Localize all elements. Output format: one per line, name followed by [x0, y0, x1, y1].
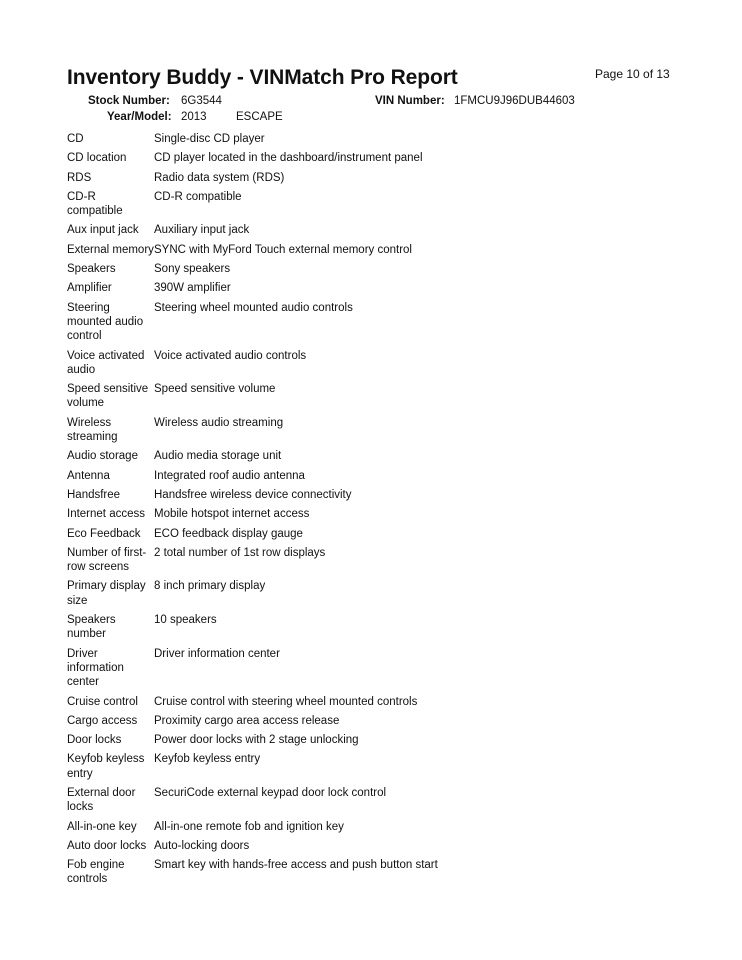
- stock-number-value: 6G3544: [181, 95, 222, 107]
- spec-row: [67, 820, 627, 834]
- spec-row: [67, 714, 627, 728]
- spec-label: Number of first-row screens: [67, 546, 147, 574]
- spec-label: Wireless streaming: [67, 416, 118, 444]
- spec-value: Voice activated audio controls: [154, 349, 307, 362]
- spec-label: Steering mounted audio control: [67, 301, 144, 343]
- spec-row: [67, 223, 627, 237]
- spec-label: Audio storage: [67, 450, 138, 463]
- spec-row: [67, 449, 627, 463]
- spec-value: Power door locks with 2 stage unlocking: [154, 734, 359, 747]
- spec-row: [67, 349, 627, 378]
- spec-row: [67, 488, 627, 502]
- spec-row: [67, 579, 627, 608]
- spec-label: Speed sensitive volume: [67, 383, 149, 410]
- spec-value: Audio media storage unit: [154, 450, 282, 463]
- spec-label: RDS: [67, 171, 92, 184]
- spec-value: All-in-one remote fob and ignition key: [154, 820, 344, 833]
- spec-row: [67, 695, 627, 709]
- spec-value: 8 inch primary display: [154, 580, 266, 593]
- spec-value: SecuriCode external keypad door lock control: [154, 786, 387, 799]
- spec-value: Driver information center: [154, 647, 280, 660]
- spec-label: Fob engine controls: [67, 859, 125, 886]
- spec-label: Amplifier: [67, 282, 112, 295]
- spec-value: Auxiliary input jack: [154, 224, 250, 237]
- spec-row: [67, 382, 627, 411]
- spec-row: [67, 243, 627, 257]
- spec-row: [67, 469, 627, 483]
- vin-label: VIN Number:: [375, 95, 445, 107]
- spec-value: Proximity cargo area access release: [154, 714, 340, 727]
- spec-label: Door locks: [67, 734, 122, 747]
- spec-row: [67, 262, 627, 276]
- spec-value: Smart key with hands-free access and push button start: [154, 859, 438, 872]
- spec-label: Speakers: [67, 263, 116, 276]
- spec-label: Voice activated audio: [67, 349, 145, 376]
- spec-label: Eco Feedback: [67, 527, 141, 540]
- spec-label: CD: [67, 133, 84, 145]
- spec-label: Auto door locks: [67, 839, 147, 852]
- spec-value: 10 speakers: [154, 614, 217, 627]
- spec-label: Aux input jack: [67, 224, 139, 237]
- spec-value: 2 total number of 1st row displays: [154, 546, 326, 559]
- spec-label: Primary display size: [67, 580, 146, 607]
- spec-value: Keyfob keyless entry: [154, 753, 261, 766]
- spec-row: [67, 190, 627, 219]
- spec-row: [67, 647, 627, 690]
- page-number: Page 10 of 13: [595, 67, 670, 81]
- report-title: Inventory Buddy - VINMatch Pro Report: [67, 66, 458, 89]
- spec-label: CD-R compatible: [67, 190, 123, 218]
- spec-label: All-in-one key: [67, 820, 137, 833]
- spec-value: ECO feedback display gauge: [154, 527, 303, 540]
- spec-row: [67, 416, 627, 445]
- spec-label: Driver information center: [67, 647, 124, 689]
- year-model-row: [0, 111, 742, 126]
- spec-label: Cargo access: [67, 714, 138, 727]
- spec-label: External memory: [67, 243, 154, 256]
- spec-row: [67, 733, 627, 747]
- spec-value: CD-R compatible: [154, 190, 242, 203]
- spec-value: CD player located in the dashboard/instrument panel: [154, 152, 423, 165]
- stock-number-label: Stock Number:: [88, 95, 170, 107]
- spec-value: Integrated roof audio antenna: [154, 469, 305, 482]
- spec-value: Sony speakers: [154, 263, 231, 276]
- spec-value: Wireless audio streaming: [154, 416, 284, 429]
- spec-value: Cruise control with steering wheel mounted controls: [154, 695, 418, 708]
- spec-row: [67, 507, 627, 521]
- spec-label: Antenna: [67, 469, 110, 482]
- spec-label: CD location: [67, 152, 127, 165]
- spec-row: [67, 301, 627, 344]
- spec-label: Cruise control: [67, 695, 138, 708]
- spec-list: [67, 132, 627, 892]
- spec-value: Handsfree wireless device connectivity: [154, 488, 352, 501]
- spec-label: Handsfree: [67, 488, 121, 501]
- spec-value: 390W amplifier: [154, 282, 231, 295]
- spec-row: [67, 752, 627, 781]
- spec-value: Speed sensitive volume: [154, 383, 276, 396]
- stock-vin-row: [0, 95, 742, 110]
- spec-label: Speakers number: [67, 614, 116, 641]
- spec-row: [67, 171, 627, 185]
- spec-row: [67, 858, 627, 887]
- spec-row: [67, 786, 627, 815]
- model-value: ESCAPE: [236, 111, 283, 123]
- spec-row: [67, 132, 627, 146]
- spec-row: [67, 546, 627, 575]
- spec-label: External door locks: [67, 786, 136, 814]
- vin-value: 1FMCU9J96DUB44603: [454, 95, 575, 107]
- year-model-label: Year/Model:: [107, 111, 172, 123]
- spec-value: Mobile hotspot internet access: [154, 508, 310, 521]
- spec-value: Auto-locking doors: [154, 839, 250, 852]
- spec-value: Single-disc CD player: [154, 133, 265, 145]
- spec-row: [67, 839, 627, 853]
- spec-row: [67, 613, 627, 642]
- spec-label: Keyfob keyless entry: [67, 753, 145, 780]
- spec-value: SYNC with MyFord Touch external memory control: [154, 243, 412, 256]
- spec-label: Internet access: [67, 508, 145, 521]
- spec-row: [67, 281, 627, 295]
- spec-row: [67, 527, 627, 541]
- year-value: 2013: [181, 111, 207, 123]
- spec-value: Radio data system (RDS): [154, 171, 285, 184]
- spec-row: [67, 151, 627, 165]
- spec-value: Steering wheel mounted audio controls: [154, 301, 353, 314]
